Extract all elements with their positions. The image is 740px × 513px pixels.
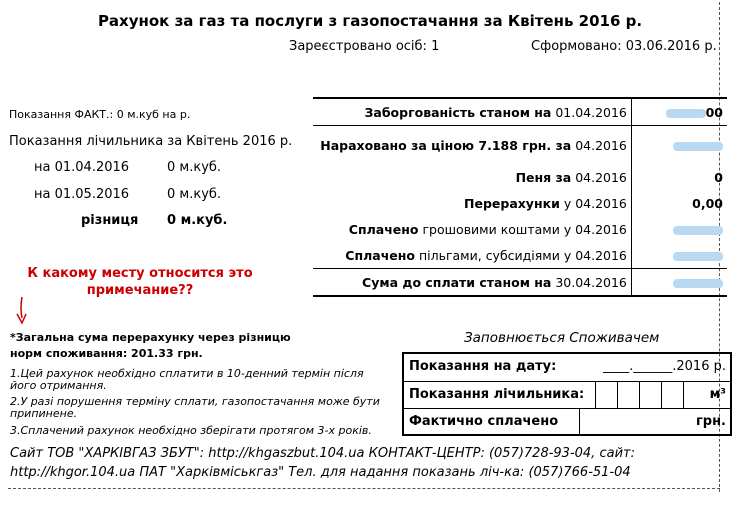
paid-divider [579, 409, 580, 435]
row-label: Сплачено [348, 221, 419, 237]
difference-label: різниця [81, 213, 139, 228]
fact-reading: Показання ФАКТ.: 0 м.куб на р. [9, 108, 191, 121]
date-label: Показання на дату: [409, 359, 557, 374]
digit-divider [661, 382, 662, 408]
formed-date: Сформовано: 03.06.2016 р. [531, 39, 717, 54]
row-period: пільгами, субсидіями у 04.2016 [414, 247, 627, 263]
date-row [404, 354, 730, 380]
table-row [313, 242, 727, 269]
table-row [313, 126, 727, 165]
table-row [313, 190, 727, 216]
meter-label: Показання лічильника: [409, 387, 585, 402]
row-period: у 04.2016 [559, 195, 627, 211]
reading-value-1: 0 м.куб. [167, 160, 222, 175]
row-period: грошовими коштами у 04.2016 [418, 221, 627, 237]
redacted-value [673, 142, 723, 151]
digit-divider [639, 382, 640, 408]
table-row [313, 164, 727, 190]
table-row [313, 98, 727, 126]
row-label: Перерахунки [464, 195, 560, 211]
bill-title: Рахунок за газ та послуги з газопостачання за Квітень 2016 р. [97, 12, 643, 30]
row-label: Пеня за [515, 169, 572, 185]
redacted-value [673, 226, 723, 235]
row-label: Сплачено [345, 247, 415, 263]
meter-title: Показання лічильника за Квітень 2016 р. [9, 134, 293, 149]
paid-label: Фактично сплачено [409, 414, 559, 429]
registered-persons: Зареєстровано осіб: 1 [289, 39, 440, 54]
row-value: 00 [705, 104, 723, 120]
footer-line-1: Сайт ТОВ "ХАРКІВГАЗ ЗБУТ": http://khgaszbut.104.ua КОНТАКТ-ЦЕНТР: (057)728-93-04, сайт: [10, 446, 635, 461]
note-2: 2.У разі порушення терміну сплати, газопостачання може бути припинене. [10, 395, 380, 420]
redacted-value [666, 109, 706, 118]
table-row [313, 216, 727, 242]
row-period: 30.04.2016 [551, 274, 627, 290]
digit-divider [617, 382, 618, 408]
row-period: 04.2016 [571, 169, 627, 185]
charges-table [313, 97, 727, 297]
footer-line-2: http://khgor.104.ua ПАТ "Харківміськгаз" Тел. для надання показань ліч-ка: (057)766-51-04 [10, 465, 631, 480]
cut-line-bottom [8, 488, 720, 489]
row-value: 0 [714, 169, 723, 185]
date-field[interactable]: ____.______.2016 р. [603, 359, 726, 374]
note-1: 1.Цей рахунок необхідно сплатити в 10-денний термін після його отримання. [10, 367, 364, 392]
row-value: 0,00 [692, 195, 723, 211]
reading-date-1: на 01.04.2016 [34, 160, 130, 175]
row-label: Сума до сплати станом на [362, 274, 552, 290]
row-period: 04.2016 [571, 137, 627, 153]
annotation-note: К какому месту относится это примечание?? [27, 266, 253, 298]
arrow-down-icon [15, 296, 29, 326]
redacted-value [673, 252, 723, 261]
reading-date-2: на 01.05.2016 [34, 187, 130, 202]
consumer-heading: Заповнюється Споживачем [464, 330, 660, 346]
digit-divider [595, 382, 596, 408]
reading-value-2: 0 м.куб. [167, 187, 222, 202]
recalc-footnote: *Загальна сума перерахунку через різницю норм споживання: 201.33 грн. [10, 331, 291, 360]
note-3: 3.Сплачений рахунок необхідно зберігати протягом 3-х років. [10, 424, 372, 437]
row-label: Заборгованість станом на [364, 104, 552, 120]
digit-divider [683, 382, 684, 408]
meter-unit: м³ [709, 387, 726, 402]
meter-row [404, 381, 730, 409]
paid-row [404, 409, 730, 435]
paid-unit: грн. [695, 414, 726, 429]
consumer-form [402, 352, 732, 436]
row-label: Нараховано за ціною 7.188 грн. за [320, 137, 572, 153]
table-row [313, 269, 727, 297]
row-period: 01.04.2016 [551, 104, 627, 120]
difference-value: 0 м.куб. [167, 213, 228, 228]
redacted-value [673, 279, 723, 288]
